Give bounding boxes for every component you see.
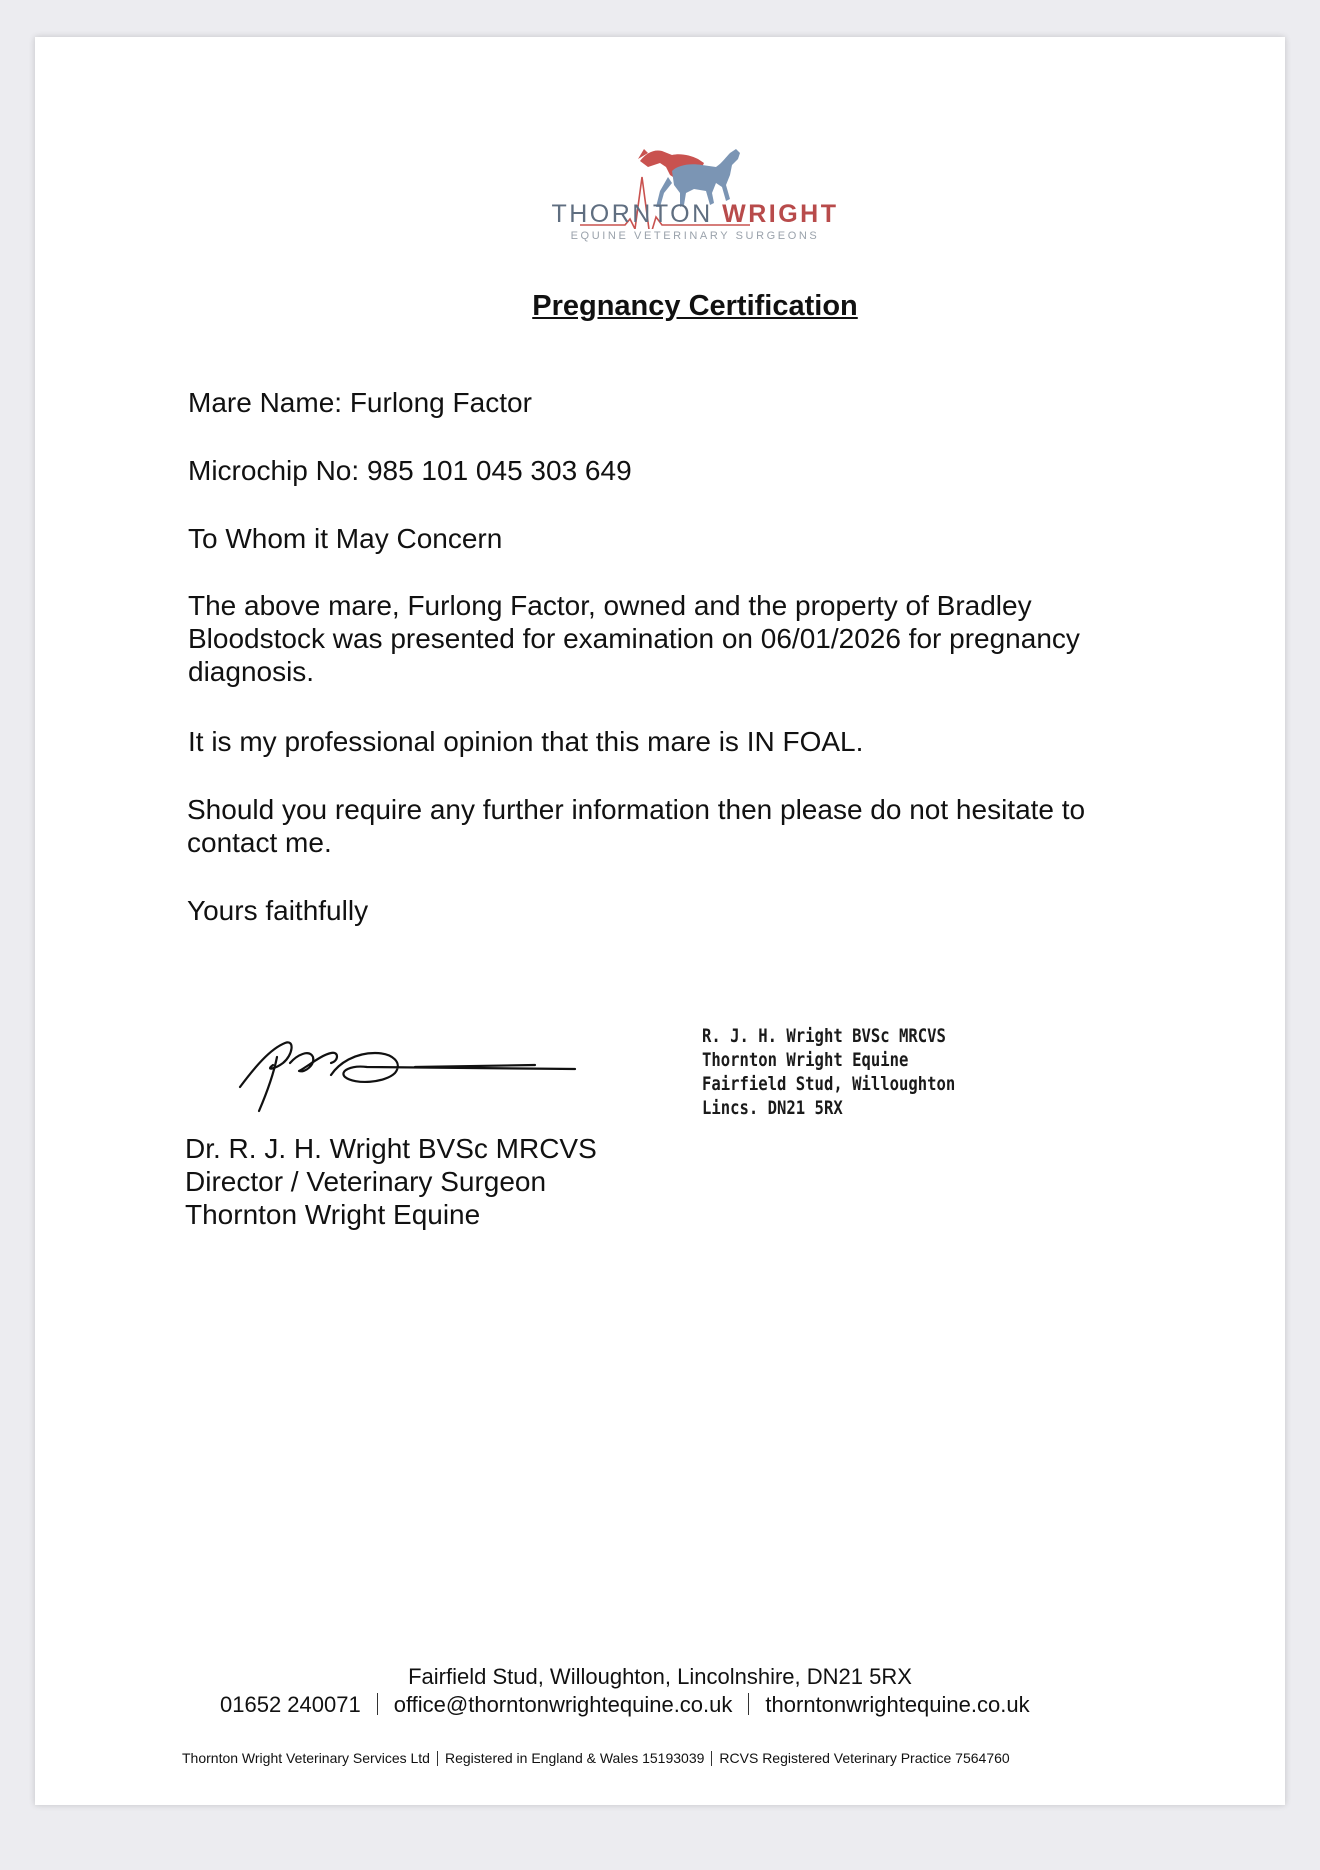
mare-name-line: Mare Name: Furlong Factor	[188, 387, 532, 418]
certificate-title: Pregnancy Certification	[532, 290, 858, 322]
brand-tagline: EQUINE VETERINARY SURGEONS	[570, 230, 820, 242]
footer-company: Thornton Wright Veterinary Services Ltd	[182, 1750, 430, 1766]
signatory-name: Dr. R. J. H. Wright BVSc MRCVS	[185, 1133, 597, 1164]
examination-paragraph: The above mare, Furlong Factor, owned and the property of Bradley Bloodstock was presented for examination on 06/01/2026 for pregnancy diagnosis.	[188, 590, 1080, 687]
footer-registration-line	[182, 1750, 1010, 1766]
footer-address: Fairfield Stud, Willoughton, Lincolnshire, DN21 5RX	[408, 1664, 912, 1689]
footer-phone: 01652 240071	[220, 1692, 361, 1717]
stamp-line: Thornton Wright Equine	[702, 1049, 909, 1071]
microchip-line: Microchip No: 985 101 045 303 649	[188, 455, 632, 486]
stamp-line: R. J. H. Wright BVSc MRCVS	[702, 1025, 946, 1047]
signatory-block	[185, 1132, 597, 1231]
certificate-page	[35, 37, 1285, 1805]
footer-rcvs: RCVS Registered Veterinary Practice 7564760	[719, 1750, 1010, 1766]
brand-second: WRIGHT	[722, 200, 839, 228]
stamp-line: Lincs. DN21 5RX	[702, 1097, 843, 1119]
handwritten-signature-icon	[235, 1027, 585, 1127]
closing: Yours faithfully	[187, 895, 369, 926]
footer-website-link[interactable]: thorntonwrightequine.co.uk	[765, 1692, 1030, 1717]
contact-paragraph: Should you require any further information then please do not hesitate to contact me.	[187, 794, 1086, 858]
salutation: To Whom it May Concern	[188, 523, 503, 554]
brand-first: THORNTON	[551, 200, 713, 228]
footer-contact-line	[220, 1692, 1030, 1718]
stamp-line: Fairfield Stud, Willoughton	[702, 1073, 956, 1095]
footer-registration: Registered in England & Wales 15193039	[444, 1750, 705, 1766]
signatory-organisation: Thornton Wright Equine	[185, 1199, 481, 1230]
opinion-paragraph: It is my professional opinion that this mare is IN FOAL.	[188, 726, 864, 757]
brand-wordmark	[505, 200, 885, 229]
practice-stamp	[702, 1024, 955, 1120]
footer-email-link[interactable]: office@thorntonwrightequine.co.uk	[393, 1692, 733, 1717]
signatory-role: Director / Veterinary Surgeon	[185, 1166, 547, 1197]
